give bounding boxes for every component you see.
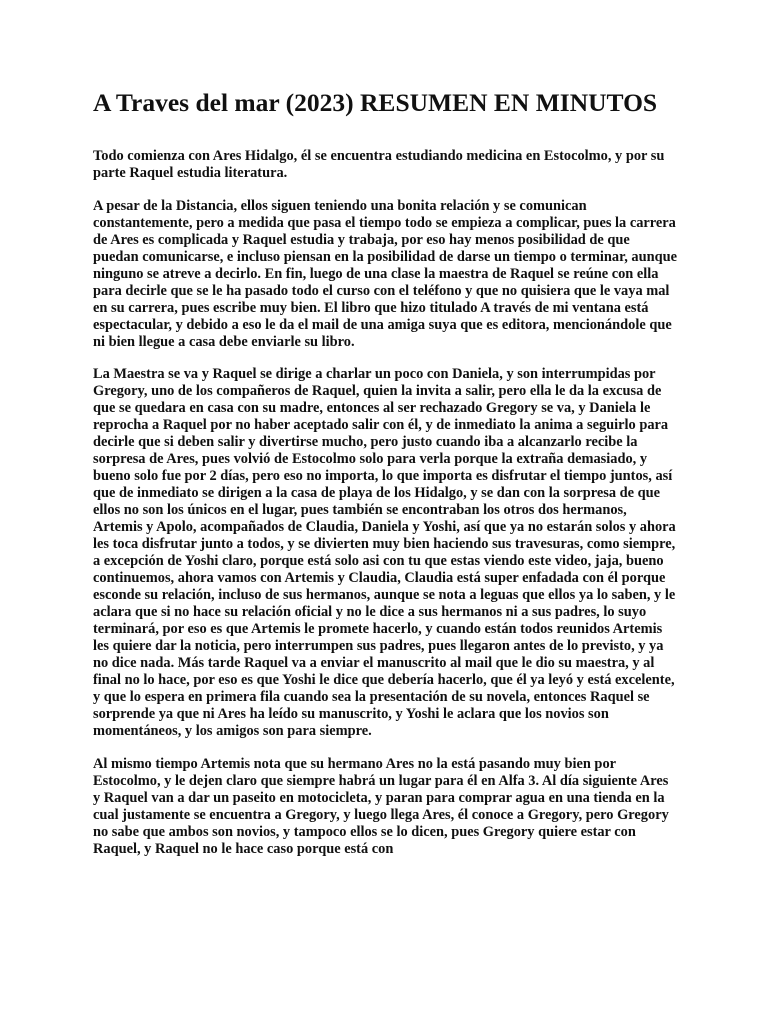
paragraph-4: Al mismo tiempo Artemis nota que su hermano Ares no la está pasando muy bien por Estocolmo, y le dejen claro que siempre habrá un lugar para él en Alfa 3. Al día siguiente Ares y Raquel van a dar un paseito en motocicleta, y paran para comprar agua en una tienda en la cual justamente se encuentra a Gregory, y luego llega Ares, él conoce a Gregory, pero Gregory no sabe que ambos son novios, y tampoco ellos se lo dicen, pues Gregory quiere estar con Raquel, y Raquel no le hace caso porque está con <box>93 755 669 857</box>
paragraph-3: La Maestra se va y Raquel se dirige a charlar un poco con Daniela, y son interrumpidas por Gregory, uno de los compañeros de Raquel, quien la invita a salir, pero ella le da la excusa de que se quedara en casa con su madre, entonces al ser rechazado Gregory se va, y Daniela le reprocha a Raquel por no haber aceptado salir con él, y de inmediato la anima a seguirlo para decirle que si deben salir y divertirse mucho, pero justo cuando iba a alcanzarlo recibe la sorpresa de Ares, pues volvió de Estocolmo solo para verla porque la extraña demasiado, y bueno solo fue por 2 días, pero eso no importa, lo que importa es disfrutar el tiempo juntos, así que de inmediato se dirigen a la casa de playa de los Hidalgo, y se dan con la sorpresa de que ellos no son los únicos en el lugar, pues también se encontraban los otros dos hermanos, Artemis y Apolo, acompañados de Claudia, Daniela y Yoshi, así que ya no estarán solos y ahora les toca disfrutar junto a todos, y se divierten muy bien haciendo sus travesuras, como siempre, a excepción de Yoshi claro, porque está solo asi con tu que estas viendo este video, jaja, bueno continuemos, ahora vamos con Artemis y Claudia, Claudia está super enfadada con él porque esconde su relación, incluso de sus hermanos, aunque se nota a leguas que ellos ya lo saben, y le aclara que si no hace su relación oficial y no le dice a sus hermanos ni a sus padres, lo suyo terminará, por eso es que Artemis le promete hacerlo, y cuando están todos reunidos Artemis les quiere dar la noticia, pero interrumpen sus padres, pues llegaron antes de lo previsto, y ya no dice nada. Más tarde Raquel va a enviar el manuscrito al mail que le dio su maestra, y al final no lo hace, por eso es que Yoshi le dice que debería hacerlo, que él ya leyó y está excelente, y que lo espera en primera fila cuando sea la presentación de su novela, entonces Raquel se sorprende ya que ni Ares ha leído su manuscrito, y Yoshi le aclara que los novios son momentáneos, y los amigos son para siempre. <box>93 366 676 739</box>
paragraph-2: A pesar de la Distancia, ellos siguen teniendo una bonita relación y se comunican constantemente, pero a medida que pasa el tiempo todo se empieza a complicar, pues la carrera de Ares es complicada y Raquel estudia y trabaja, por eso hay menos posibilidad de que puedan comunicarse, e incluso piensan en la posibilidad de darse un tiempo o terminar, aunque ninguno se atreve a decirlo. En fin, luego de una clase la maestra de Raquel se reúne con ella para decirle que se le ha pasado todo el curso con el teléfono y que no quisiera que le vaya mal en su carrera, pues escribe muy bien. El libro que hizo titulado A través de mi ventana está espectacular, y debido a eso le da el mail de una amiga suya que es editora, mencionándole que ni bien llegue a casa debe enviarle su libro. <box>93 197 677 350</box>
document-title: A Traves del mar (2023) RESUMEN EN MINUTOS <box>93 88 658 117</box>
paragraph-1: Todo comienza con Ares Hidalgo, él se encuentra estudiando medicina en Estocolmo, y por su parte Raquel estudia literatura. <box>93 148 665 181</box>
